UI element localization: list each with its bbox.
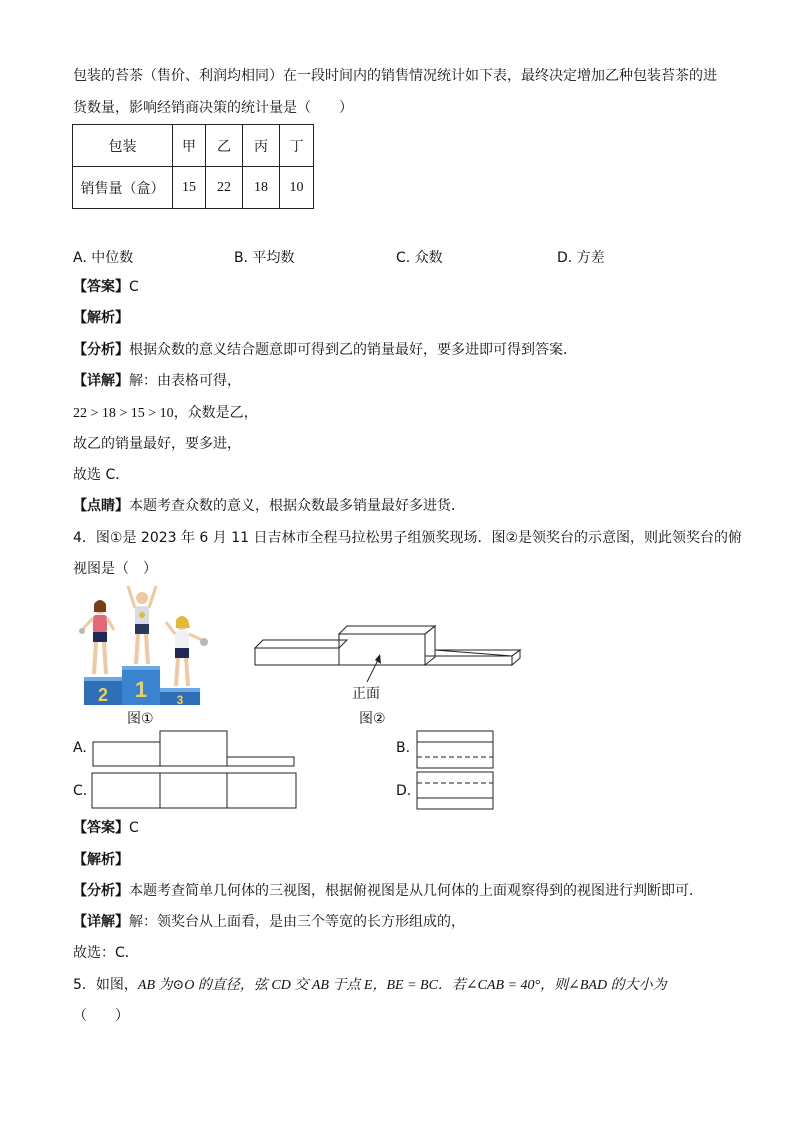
option-key: A. — [73, 250, 87, 266]
table-col-bing: 丙 — [243, 125, 280, 167]
front-label: 正面 — [352, 686, 380, 702]
table-col-yi: 乙 — [206, 125, 243, 167]
dianjing-tag: 【点睛】 — [73, 498, 129, 514]
q4-option-c-key: C. — [73, 783, 88, 799]
q3-fenxi — [73, 340, 577, 360]
inequality-tail: ，众数是乙， — [173, 405, 258, 421]
fenxi-text: 本题考查简单几何体的三视图，根据俯视图是从几何体的上面观察得到的视图进行判断即可． — [129, 883, 703, 899]
answer-tag: 【答案】 — [73, 820, 129, 836]
q4-xiangjie — [73, 912, 465, 932]
table-header-label: 包装 — [73, 125, 173, 167]
q3-analysis-tag: 【解析】 — [73, 310, 129, 326]
fenxi-tag: 【分析】 — [73, 342, 129, 358]
q3-stem-line2: 货数量，影响经销商决策的统计量是（ ） — [73, 100, 353, 116]
front-arrow-head — [375, 654, 381, 664]
table-cell: 22 — [206, 167, 243, 209]
q4-option-d-key: D. — [396, 783, 412, 799]
q4-option-b-figure — [415, 729, 497, 771]
q4-choose: 故选：C． — [73, 945, 139, 961]
q3-option-c — [396, 247, 443, 267]
table-row — [73, 167, 314, 209]
q3-choose: 故选 C． — [73, 467, 130, 483]
xiangjie-text: 解：领奖台从上面看，是由三个等宽的长方形组成的， — [129, 914, 465, 930]
q4-analysis-tag: 【解析】 — [73, 852, 129, 868]
fenxi-tag: 【分析】 — [73, 883, 129, 899]
table-cell: 15 — [173, 167, 206, 209]
q3-so-line: 故乙的销量最好，要多进， — [73, 436, 241, 452]
runner-first-figure — [128, 586, 156, 664]
podium-schematic — [250, 620, 525, 710]
q4-stem-line2: 视图是（ ） — [73, 561, 157, 577]
answer-value: C — [129, 820, 139, 836]
q4-answer — [73, 818, 139, 838]
option-key: C. — [396, 250, 411, 266]
q3-xiangjie — [73, 371, 241, 391]
option-key: B. — [234, 250, 249, 266]
table-row-label: 销售量（盒） — [73, 167, 173, 209]
q3-stem-line1: 包装的苔茶（售价、利润均相同）在一段时间内的销售情况统计如下表，最终决定增加乙种包装苔茶的进 — [73, 68, 717, 84]
answer-tag: 【答案】 — [73, 279, 129, 295]
podium-number-1: 1 — [134, 677, 148, 702]
runner-second-figure — [79, 600, 114, 674]
dianjing-text: 本题考查众数的意义，根据众数最多销量最好多进货． — [129, 498, 465, 514]
q5-stem-text: AB 为⊙O 的直径，弦 CD 交 AB 于点 E，BE = BC．若∠CAB = 40°，则∠BAD 的大小为 — [137, 978, 667, 993]
fenxi-text: 根据众数的意义结合题意即可得到乙的销量最好，要多进即可得到答案． — [129, 342, 577, 358]
q3-answer — [73, 277, 139, 297]
table-row — [73, 125, 314, 167]
q4-option-b-key: B. — [396, 740, 411, 756]
inequality: 22 > 18 > 15 > 10 — [73, 406, 174, 421]
figure2-caption: 图② — [359, 711, 386, 727]
podium-number-2: 2 — [97, 685, 109, 705]
q3-option-d — [557, 247, 605, 267]
option-text: 平均数 — [252, 250, 295, 266]
q4-option-a-figure — [90, 729, 300, 769]
award-ceremony-illustration — [72, 584, 222, 706]
table-cell: 10 — [280, 167, 314, 209]
q5-stem-line2: （ ） — [73, 1008, 129, 1024]
table-cell: 18 — [243, 167, 280, 209]
xiangjie-tag: 【详解】 — [73, 914, 129, 930]
podium-number-3: 3 — [176, 693, 184, 706]
figure1-caption: 图① — [127, 711, 154, 727]
q4-stem-line1: 4．图①是 2023 年 6 月 11 日吉林市全程马拉松男子组颁奖现场．图②是领奖台的示意图，则此领奖台的俯 — [73, 530, 743, 546]
q3-option-b — [234, 247, 295, 267]
q4-option-c-figure — [90, 770, 300, 812]
option-text: 中位数 — [91, 250, 134, 266]
option-text: 方差 — [576, 250, 605, 266]
q4-fenxi — [73, 881, 703, 901]
answer-value: C — [129, 279, 139, 295]
sales-table — [72, 124, 314, 209]
q4-option-d-figure — [415, 770, 497, 812]
option-text: 众数 — [414, 250, 443, 266]
table-col-jia: 甲 — [173, 125, 206, 167]
option-key: D. — [557, 250, 573, 266]
table-col-ding: 丁 — [280, 125, 314, 167]
q3-option-a — [73, 247, 133, 267]
q4-option-a-key: A. — [73, 740, 87, 756]
q3-dianjing — [73, 496, 465, 516]
xiangjie-tag: 【详解】 — [73, 373, 129, 389]
q5-prefix: 5．如图， — [73, 977, 138, 993]
q3-inequality-line — [73, 403, 258, 424]
q5-stem-line1 — [73, 975, 667, 996]
runner-third-figure — [166, 616, 208, 686]
xiangjie-text: 解：由表格可得， — [129, 373, 241, 389]
